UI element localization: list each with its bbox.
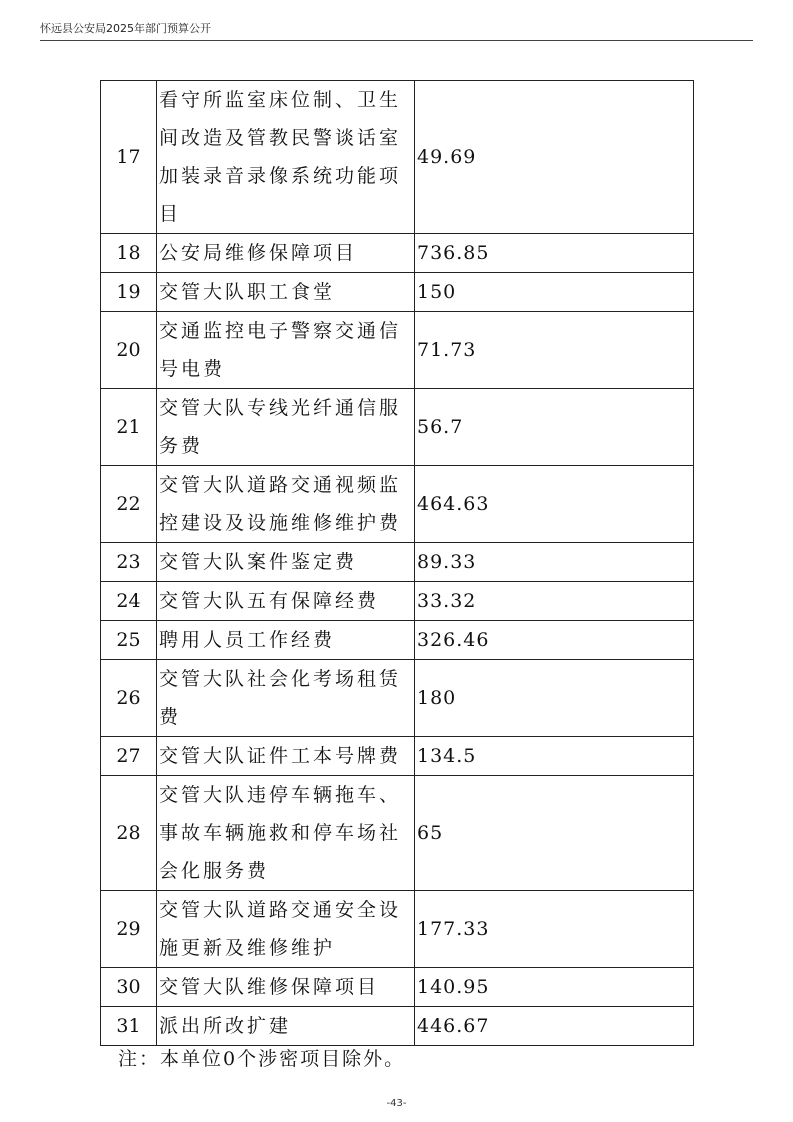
project-name-line: 加装录音录像系统功能项 [159, 165, 402, 187]
project-name [157, 389, 415, 466]
project-name [157, 273, 415, 312]
project-amount: 446.67 [415, 1007, 694, 1046]
project-name [157, 234, 415, 273]
row-number: 18 [101, 234, 157, 273]
project-name [157, 776, 415, 891]
project-amount: 150 [415, 273, 694, 312]
project-name-line: 交管大队道路交通视频监 [159, 474, 402, 496]
project-name-line: 交管大队证件工本号牌费 [159, 745, 402, 767]
table-row [101, 582, 694, 621]
header-divider [40, 40, 753, 41]
row-number: 23 [101, 543, 157, 582]
project-name-line: 交通监控电子警察交通信 [159, 320, 402, 342]
row-number: 19 [101, 273, 157, 312]
table-note: 注：本单位0个涉密项目除外。 [118, 1048, 406, 1070]
project-amount: 464.63 [415, 466, 694, 543]
project-name [157, 660, 415, 737]
table-row [101, 81, 694, 234]
row-number: 21 [101, 389, 157, 466]
table-row [101, 543, 694, 582]
row-number: 17 [101, 81, 157, 234]
table-row [101, 312, 694, 389]
project-name-line: 务费 [159, 435, 204, 457]
project-name-line: 间改造及管教民警谈话室 [159, 127, 402, 149]
project-name-line: 交管大队社会化考场租赁 [159, 668, 402, 690]
project-amount: 89.33 [415, 543, 694, 582]
project-name [157, 968, 415, 1007]
project-name [157, 466, 415, 543]
row-number: 25 [101, 621, 157, 660]
project-name-line: 交管大队职工食堂 [159, 281, 336, 303]
project-amount: 180 [415, 660, 694, 737]
row-number: 24 [101, 582, 157, 621]
project-amount: 65 [415, 776, 694, 891]
project-name-line: 公安局维修保障项目 [159, 242, 358, 264]
project-name-line: 施更新及维修维护 [159, 937, 336, 959]
table-row [101, 1007, 694, 1046]
project-name-line: 费 [159, 706, 182, 728]
budget-project-table [100, 80, 694, 1046]
project-name-line: 聘用人员工作经费 [159, 629, 336, 651]
project-name [157, 543, 415, 582]
project-name-line: 看守所监室床位制、卫生 [159, 89, 402, 111]
row-number: 31 [101, 1007, 157, 1046]
project-amount: 134.5 [415, 737, 694, 776]
table-row [101, 660, 694, 737]
row-number: 26 [101, 660, 157, 737]
project-name-line: 目 [159, 203, 182, 225]
project-name-line: 会化服务费 [159, 860, 270, 882]
project-name-line: 派出所改扩建 [159, 1015, 292, 1037]
project-name-line: 事故车辆施救和停车场社 [159, 822, 402, 844]
project-name-line: 交管大队五有保障经费 [159, 590, 380, 612]
row-number: 28 [101, 776, 157, 891]
table-row [101, 389, 694, 466]
row-number: 29 [101, 891, 157, 968]
project-amount: 140.95 [415, 968, 694, 1007]
project-amount: 736.85 [415, 234, 694, 273]
table-row [101, 621, 694, 660]
project-name-line: 交管大队道路交通安全设 [159, 899, 402, 921]
project-name-line: 控建设及设施维修维护费 [159, 512, 402, 534]
table-row [101, 466, 694, 543]
project-name [157, 312, 415, 389]
project-name-line: 交管大队专线光纤通信服 [159, 397, 402, 419]
project-amount: 326.46 [415, 621, 694, 660]
row-number: 22 [101, 466, 157, 543]
project-name [157, 891, 415, 968]
page-header-title: 怀远县公安局2025年部门预算公开 [40, 22, 211, 35]
project-name [157, 737, 415, 776]
project-amount: 177.33 [415, 891, 694, 968]
table-row [101, 891, 694, 968]
table-row [101, 234, 694, 273]
project-name-line: 交管大队案件鉴定费 [159, 551, 358, 573]
project-name-line: 交管大队维修保障项目 [159, 976, 380, 998]
table-row [101, 776, 694, 891]
project-name [157, 621, 415, 660]
table-row [101, 968, 694, 1007]
page-number: -43- [386, 1098, 407, 1109]
project-amount: 49.69 [415, 81, 694, 234]
project-amount: 33.32 [415, 582, 694, 621]
project-name [157, 1007, 415, 1046]
table-row [101, 737, 694, 776]
project-amount: 56.7 [415, 389, 694, 466]
table-row [101, 273, 694, 312]
row-number: 20 [101, 312, 157, 389]
project-name-line: 交管大队违停车辆拖车、 [159, 784, 402, 806]
row-number: 30 [101, 968, 157, 1007]
project-name [157, 81, 415, 234]
project-name [157, 582, 415, 621]
project-amount: 71.73 [415, 312, 694, 389]
row-number: 27 [101, 737, 157, 776]
project-name-line: 号电费 [159, 358, 226, 380]
